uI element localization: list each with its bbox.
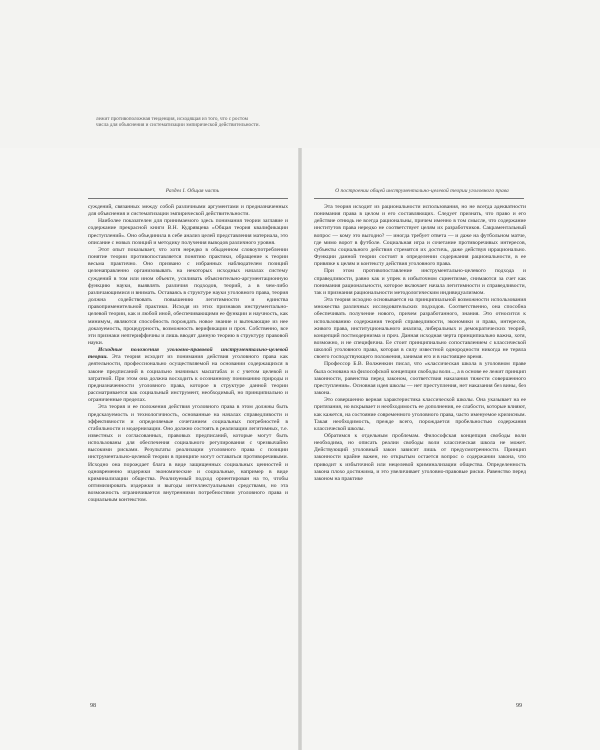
paragraph: Это совершенно верная характеристика классической школы. Она указывает на ее притязания, но вскрывает и необходимость ее дополнения, ее слабости, которые влияют, как кажется, на состояние современного уголовного права, часто именуемое кризисным. Такая необходимость, прежде всего, порождается пробельностью содержания классической школы. bbox=[314, 397, 526, 432]
paragraph: Эта теория и ее положения действия уголовного права в этом должны быть предсказуемость и технологичность, основанные на началах справедливости и эффективности и определяемые сочетанием социальных потребностей в стабильности и модернизации. Оно должно состоять в реализации легитимных, т.е. известных и согласованных, правовых предписаний, которые могут быть использованы для обеспечения социального регулирования с чрезвычайно высокими рисками. Результаты реализации уголовного права с позиции инструментально-целевой теории в принципе могут оставаться противоречивыми. Исходно она порождает блага в виде защищенных социальных ценностей и одновременно издержки экономические и социальные, например в виде криминализации общества. Реализуемый подход ориентирован на то, чтобы оптимизировать издержки и выгоды интеллектуальными средствами, но эта возможность ограничивается внутренними потребностями уголовного права и социальным контекстом. bbox=[88, 404, 288, 504]
page-number: 98 bbox=[90, 703, 96, 709]
header-rule bbox=[314, 198, 524, 199]
paragraph: Эта теория исходит из рациональности использования, но не всегда адекватности понимания права в целом и его составляющих. Следует признать, что право и его действие отнюдь не всегда рациональны, причем именно в том смысле, что содержание институтов права нередко не соответствует целям их разработчиков. Сакраментальный вопрос — кому это выгодно? — иногда требует ответа — и даже на футбольном матче, где мимо ворот в футболе. Социальная игра и сочетание противоречивых интересов, субъекты социального действия стремятся их достичь, даже действуя иррационально. Функции данной теории состоят в определении содержания рациональности, в ее привязке к целям и контексту действия уголовного права. bbox=[314, 204, 526, 268]
left-page bbox=[0, 148, 298, 750]
italic-lead: Исходные положения уголовно-правовой инструментально-целевой теории. bbox=[88, 347, 288, 361]
running-head-left: Раздел I. Общая часть bbox=[165, 188, 220, 194]
right-page-body bbox=[314, 204, 526, 483]
paragraph: При этом противопоставление инструментально-целевого подхода и справедливости, равно как и упрек в избыточном сциентизме, снимаются за счет как понимания рациональности, которое включает начала легитимности и справедливости, так и признания рациональности методологическим индивидуализмом. bbox=[314, 268, 526, 296]
paragraph bbox=[88, 347, 288, 404]
paragraph: Этот опыт показывает, что хотя нередко в обыденном словоупотреблении понятие теории противопоставляется понятию практики, обращение к теории весьма практично. Оно призвано с избранных наблюдателем позиций целенаправленно организовывать на некоторых исходных началах систему суждений в том или ином объекте, усиливать объяснительно-аргументационную функцию науки, выявлять различия подходов, теорий, а в чем-либо различающимися и внимать. Оставаясь в структуре науки уголовного права, теория должна содействовать повышению легитимности и единства правоприменительной практики. Исходя из этих признаков инструментально-целевой теории, как и любой иной, обеспечивающими ее функции и научность, как минимум, являются способность порождать новое знание и вытекающие из нее доказуемость, процедурность, возможность верификации и проч. Собственно, все эти признаки непгериффичны и лишь вводят данную теорию в структуру правовой науки. bbox=[88, 246, 288, 346]
running-head-right: О построении общей инструментально-целевой теории уголовного права bbox=[335, 188, 509, 194]
paragraph: Обратимся к отдельным проблемам. Философская концепция свободы воли необходима, но описать реалии свободы воли классическая школа не может. Действующий уголовный закон зависит лишь от предусмотренности. Принцип законности крайне важен, но открытым остается вопрос о содержании закона, что приводит к избыточной или нецелевой криминализации общества. Определенность закона плохо достижима, и это увеличивает уголовно-правовые риски. Равенство перед законом на практике bbox=[314, 433, 526, 482]
right-page bbox=[302, 148, 600, 750]
page-number: 99 bbox=[516, 703, 522, 709]
paragraph-text: Эта теория исходит из понимания действия уголовного права как деятельности, профессионально осуществляемой на основании содержащихся в законе предписаний в социально значимых масштабах и с учетом целевой и затратной. При этом она должна восходить к осознанному пониманию природы и предназначенности уголовного права, которое в структуре данной теории рассматривается как социальный инструмент, необходимый, но принципиально и ограниченные пределах. bbox=[88, 354, 289, 404]
previous-page-line: числа для объяснения и систематизации эмпирической действительности. bbox=[96, 122, 260, 129]
paragraph: суждений, связанных между собой различными аргументами и предназначенных для объяснения и систематизации эмпирической действительности. bbox=[88, 204, 288, 218]
previous-page-fragment bbox=[0, 0, 600, 149]
previous-page-line: лежит противоположная тенденция, исходящая из того, что с ростом bbox=[96, 116, 248, 122]
previous-page-text bbox=[96, 116, 286, 129]
paragraph: Наиболее показателен для принимаемого здесь понимания теории заглавие и содержание прекрасной книги В.Н. Кудрявцева «Общая теория квалификации преступлений». Оно объединила в себе анализ целей представления материала, это описание с новых позиций и методику получения выводов различного уровня. bbox=[88, 218, 288, 246]
header-rule bbox=[88, 198, 288, 199]
paragraph: Профессор Б.В. Волженкин писал, что «классическая школа в уголовном праве была основана на философской концепции свободы воли..., а в основе ее лежит принцип законности, равенства перед законом, соответствия наказания тяжести совершенного преступления». Основная идея школы — нет преступления, нет наказания без вины, без закона. bbox=[314, 361, 526, 397]
paragraph: Эта теория исходно основывается на принципиальной возможности использования множества различных исследовательских подходов. Соответственно, она способна обеспечивать получение нового, причем разработанного, знания. Это относится к использованию содержания теорий справедливости, экономики и права, интересов, живого права, институционального анализа, либеральных и демократических теорий, концепций постмодернизма и проч. Данная исходная черта принципиально важна, хотя, возможно, и не специфична. Ее стоит принципиально сопоставлением с классической школой уголовного права, которая в силу известной однородности никогда не теряла своего господствующего положения, занимая его и в настоящее время. bbox=[314, 297, 526, 361]
left-page-body bbox=[88, 204, 288, 505]
